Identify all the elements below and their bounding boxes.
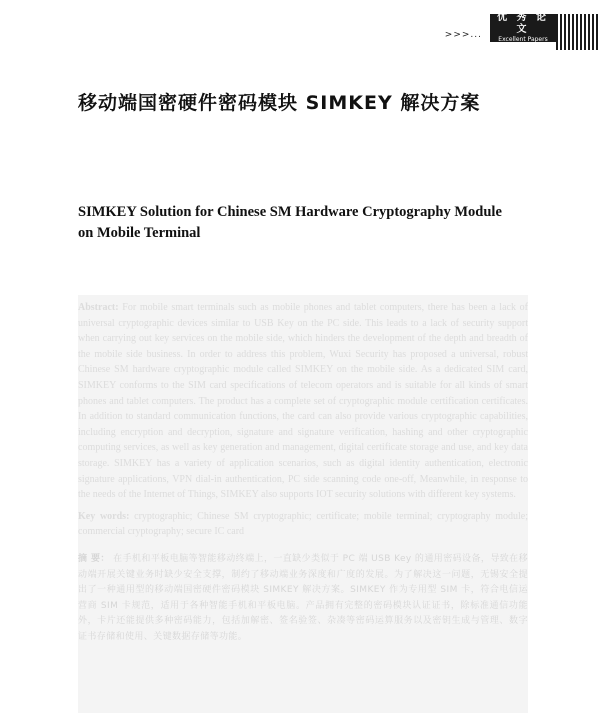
abstract-cn-label: 摘 要： (78, 553, 110, 564)
abstract-text: For mobile smart terminals such as mobile phones and tablet computers, there has been a lack of universal cryptographic devices similar to USB Key on the PC side. This leads to a lack of security support when carrying out key services on the mobile side, which hinders the development of the depth and breadth of the mobile side business. In order to address this problem, Wuxi Security has proposed a universal, robust Chinese SM hardware cryptographic module called SIMKEY on the mobile side. As a dedicated SIM card, SIMKEY conforms to the SIM card specifications of telecom operators and is suitable for all kinds of smart phones and tablet computers. The product has a complete set of cryptographic module certification certificates. In addition to standard communication functions, the card can also provide various cryptographic capabilities, including encryption and decryption, signature and signature verification, hashing and other cryptographic computing services, as well as key generation and management, digital certificate storage and use, and key data storage. SIMKEY has a variety of application scenarios, such as digital identity authentication, electronic signature applications, VPN dial-in authentication, PC side scanning code one-off, Meanwhile, in response to the needs of the Internet of Things, SIMKEY also supports IOT security solutions with different key systems. (78, 302, 528, 501)
keywords-text: cryptographic; Chinese SM cryptographic; certificate; mobile terminal; cryptography module; commercial cryptography; secure IC card (78, 510, 528, 538)
section-name-en: Excellent Papers (498, 36, 548, 43)
abstract-cn-text: 在手机和平板电脑等智能移动终端上，一直缺少类似于 PC 端 USB Key 的通用密码设备，导致在移动端开展关键业务时缺少安全支撑，制约了移动端业务深度和广度的发展。为了解决这一问题，无锡安全提出了一种通用型的移动端国密硬件密码模块 SIMKEY 解决方案。SIMKEY 作为专用型 SIM 卡，符合电信运营商 SIM 卡规范，适用于各种智能手机和平板电脑。产品拥有完整的密码模块认证证书，除标准通信功能外，卡片还能提供多种密码能力，包括加解密、签名验签、杂凑等密码运算服务以及密钥生成与管理、数字证书存储和使用、关键数据存储等功能。 (78, 553, 528, 642)
abstract-block (78, 295, 528, 713)
running-head (445, 14, 600, 50)
abstract-label: Abstract: (78, 302, 119, 313)
section-badge (490, 14, 556, 42)
section-name-cn: 优 秀 论 文 (497, 12, 549, 35)
decorative-stripes (556, 14, 600, 50)
abstract-chinese (78, 552, 528, 646)
chevrons-mark: >>>... (444, 30, 482, 40)
keywords-label: Key words: (78, 510, 130, 522)
title-chinese: 移动端国密硬件密码模块 SIMKEY 解决方案 (78, 92, 481, 114)
title-english: SIMKEY Solution for Chinese SM Hardware Cryptography Module on Mobile Terminal (78, 204, 502, 241)
keywords-english (78, 509, 528, 540)
abstract-english (78, 300, 528, 503)
